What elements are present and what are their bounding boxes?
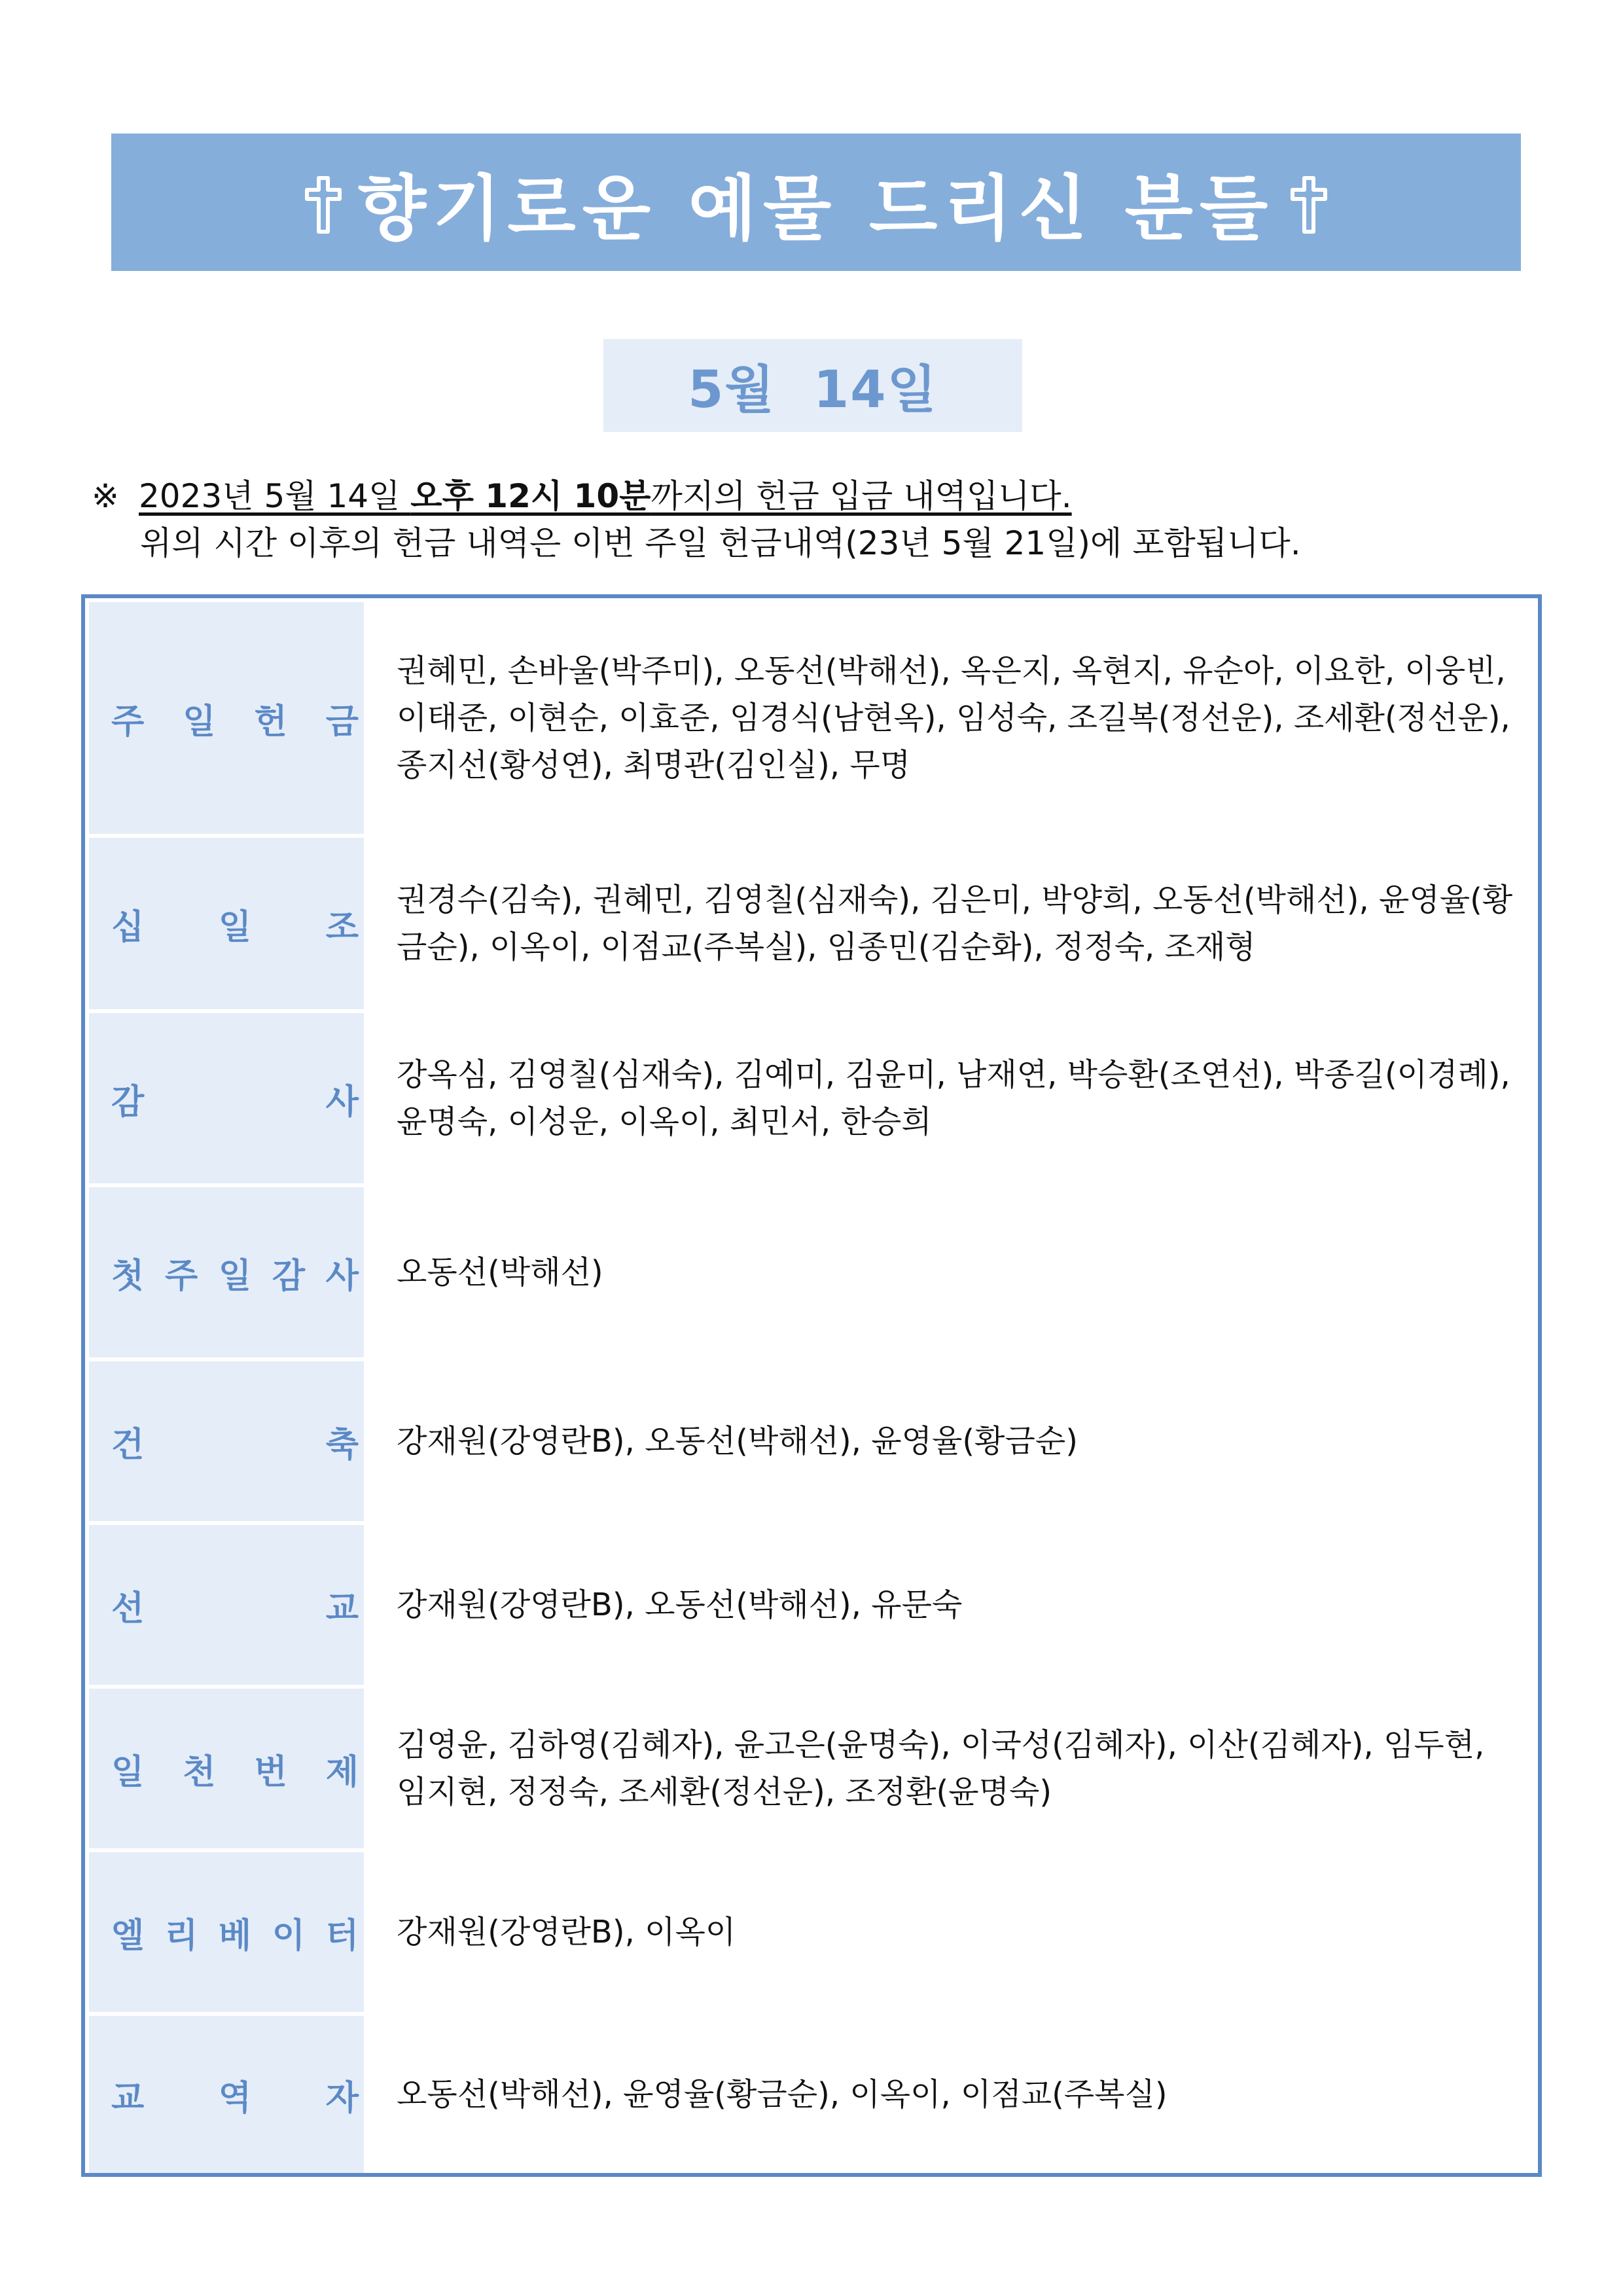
notice-date: 2023년 5월 14일 — [139, 477, 411, 515]
category-char: 사 — [325, 1256, 359, 1296]
category-char: 교 — [325, 1588, 359, 1628]
table-row — [89, 1852, 1534, 2016]
offering-table — [81, 594, 1542, 2177]
reference-mark: ※ — [92, 477, 119, 515]
cross-icon — [300, 174, 346, 237]
category-char: 선 — [111, 1588, 145, 1628]
category-char: 엘 — [111, 1916, 145, 1956]
category-cell — [89, 1361, 364, 1521]
notice-suffix: 까지의 헌금 입금 내역입니다. — [651, 477, 1072, 515]
category-char: 역 — [218, 2078, 252, 2118]
names-cell — [364, 1187, 1534, 1357]
category-char: 리 — [164, 1916, 198, 1956]
category-char: 베 — [218, 1916, 252, 1956]
category-char: 교 — [111, 2078, 145, 2118]
category-char: 조 — [325, 907, 359, 947]
category-char: 건 — [111, 1425, 145, 1465]
notice-line-1 — [92, 473, 1531, 520]
title-label: 향기로운 예물 드리신 분들 — [357, 168, 1275, 250]
category-char: 일 — [183, 702, 216, 742]
category-char: 감 — [272, 1256, 306, 1296]
category-char: 이 — [272, 1916, 306, 1956]
category-char: 십 — [111, 907, 145, 947]
table-row — [89, 2016, 1534, 2173]
category-char: 주 — [164, 1256, 198, 1296]
names-cell — [364, 2016, 1534, 2173]
category-char: 일 — [218, 907, 252, 947]
category-cell — [89, 1187, 364, 1357]
category-char: 사 — [325, 1082, 359, 1122]
category-cell — [89, 1013, 364, 1183]
category-cell — [89, 1689, 364, 1848]
table-row — [89, 838, 1534, 1013]
table-row — [89, 1525, 1534, 1689]
names-cell — [364, 1013, 1534, 1183]
category-cell — [89, 838, 364, 1009]
category-char: 헌 — [254, 702, 287, 742]
notice-line-2: 위의 시간 이후의 헌금 내역은 이번 주일 헌금내역(23년 5월 21일)에 포함됩니다. — [140, 524, 1301, 562]
category-char: 터 — [325, 1916, 359, 1956]
date-box — [603, 339, 1022, 432]
notice — [92, 473, 1531, 567]
donor-names: 오동선(박해선), 윤영율(황금순), 이옥이, 이점교(주복실) — [397, 2076, 1168, 2113]
table-row — [89, 1187, 1534, 1361]
category-char: 자 — [325, 2078, 359, 2118]
category-cell — [89, 1525, 364, 1685]
table-row — [89, 602, 1534, 838]
category-char: 주 — [111, 702, 145, 742]
table-row — [89, 1013, 1534, 1187]
names-cell — [364, 1852, 1534, 2012]
donor-names: 강옥심, 김영칠(심재숙), 김예미, 김윤미, 남재연, 박승환(조연선), 박종길(이경례), 윤명숙, 이성운, 이옥이, 최민서, 한승희 — [397, 1056, 1510, 1140]
table-row — [89, 1689, 1534, 1852]
names-cell — [364, 1689, 1534, 1848]
donor-names: 강재원(강영란B), 오동선(박해선), 윤영율(황금순) — [397, 1423, 1078, 1460]
donor-names: 권혜민, 손바울(박주미), 오동선(박해선), 옥은지, 옥현지, 유순아, 이요한, 이웅빈, 이태준, 이현순, 이효준, 임경식(남현옥), 임성숙, 조길복(정선운), 조세환(정선운), 종지선(황성연), 최명관(김인실), 무명 — [397, 653, 1510, 783]
donor-names: 권경수(김숙), 권혜민, 김영칠(심재숙), 김은미, 박양희, 오동선(박해선), 윤영율(황금순), 이옥이, 이점교(주복실), 임종민(김순화), 정정숙, 조재형 — [397, 882, 1513, 965]
category-char: 천 — [183, 1752, 216, 1792]
notice-cutoff-time: 오후 12시 10분 — [410, 477, 651, 515]
title-banner — [111, 134, 1521, 271]
category-char: 금 — [325, 702, 359, 742]
category-char: 축 — [325, 1425, 359, 1465]
category-char: 일 — [218, 1256, 252, 1296]
donor-names: 강재원(강영란B), 이옥이 — [397, 1914, 736, 1950]
category-char: 감 — [111, 1082, 145, 1122]
names-cell — [364, 1525, 1534, 1685]
donor-names: 오동선(박해선) — [397, 1254, 603, 1291]
category-char: 번 — [254, 1752, 287, 1792]
donor-names: 김영윤, 김하영(김혜자), 윤고은(윤명숙), 이국성(김혜자), 이산(김혜자), 임두현, 임지현, 정정숙, 조세환(정선운), 조정환(윤명숙) — [397, 1727, 1485, 1810]
names-cell — [364, 838, 1534, 1009]
notice-underlined-text — [139, 477, 1072, 515]
donor-names: 강재원(강영란B), 오동선(박해선), 유문숙 — [397, 1587, 963, 1623]
date-label: 5월 14일 — [688, 361, 938, 420]
category-cell — [89, 602, 364, 834]
category-char: 제 — [325, 1752, 359, 1792]
category-cell — [89, 2016, 364, 2173]
cross-icon — [1286, 174, 1332, 237]
names-cell — [364, 602, 1534, 834]
table-row — [89, 1361, 1534, 1525]
page-title — [289, 152, 1344, 253]
names-cell — [364, 1361, 1534, 1521]
category-char: 첫 — [111, 1256, 145, 1296]
category-char: 일 — [111, 1752, 145, 1792]
category-cell — [89, 1852, 364, 2012]
